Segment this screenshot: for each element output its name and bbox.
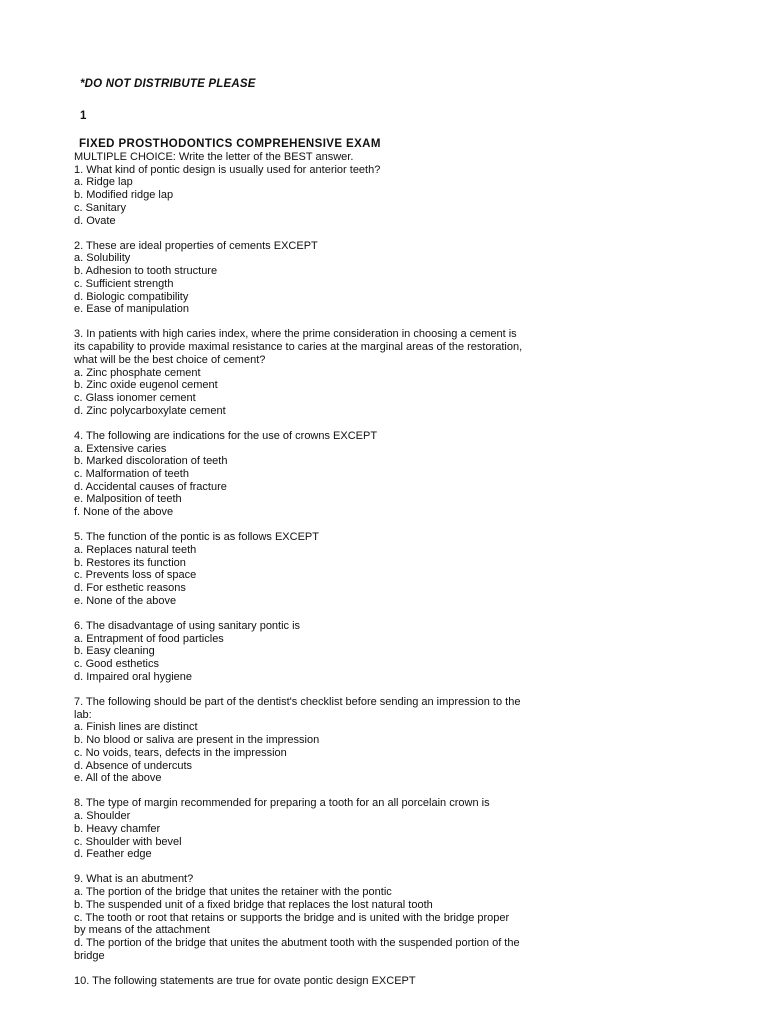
answer-option: b. Heavy chamfer — [74, 822, 161, 835]
answer-option: c. Shoulder with bevel — [74, 835, 182, 848]
question-text: lab: — [74, 708, 92, 721]
answer-option: b. Zinc oxide eugenol cement — [74, 379, 218, 392]
question-text: 6. The disadvantage of using sanitary pontic is — [74, 620, 301, 632]
answer-option: b. Restores its function — [74, 556, 186, 569]
question-1 — [74, 164, 594, 228]
answer-option: b. Adhesion to tooth structure — [74, 265, 218, 278]
answer-option: b. Marked discoloration of teeth — [74, 455, 228, 468]
answer-option: e. All of the above — [74, 772, 162, 785]
distribution-notice: *DO NOT DISTRIBUTE PLEASE — [80, 78, 256, 90]
answer-option: d. Ovate — [74, 214, 116, 227]
answer-option: c. Good esthetics — [74, 658, 159, 671]
answer-option: d. Biologic compatibility — [74, 290, 189, 303]
answer-option: a. Solubility — [74, 252, 131, 265]
answer-option: d. For esthetic reasons — [74, 582, 186, 595]
question-4 — [74, 430, 594, 519]
question-text: its capability to provide maximal resistance to caries at the marginal areas of the restoration, — [74, 341, 523, 354]
question-text: 3. In patients with high caries index, where the prime consideration in choosing a cement is — [74, 328, 517, 341]
answer-option: a. Finish lines are distinct — [74, 721, 198, 734]
question-5 — [74, 531, 594, 607]
question-8 — [74, 797, 594, 861]
answer-option: d. The portion of the bridge that unites the abutment tooth with the suspended portion of the — [74, 936, 520, 949]
answer-option: e. Malposition of teeth — [74, 493, 182, 506]
answer-option: a. The portion of the bridge that unites the retainer with the pontic — [74, 886, 392, 899]
question-7 — [74, 696, 594, 785]
question-text: 8. The type of margin recommended for preparing a tooth for an all porcelain crown is — [74, 797, 490, 810]
question-text: 2. These are ideal properties of cements EXCEPT — [74, 239, 318, 252]
answer-option: c. The tooth or root that retains or supports the bridge and is united with the bridge proper — [74, 911, 510, 924]
answer-option: a. Shoulder — [74, 810, 131, 823]
answer-option: c. Malformation of teeth — [74, 467, 189, 480]
question-text: 9. What is an abutment? — [74, 873, 194, 886]
answer-option: b. No blood or saliva are present in the impression — [74, 734, 320, 747]
answer-option: e. None of the above — [74, 594, 177, 607]
exam-title: FIXED PROSTHODONTICS COMPREHENSIVE EXAM — [79, 138, 381, 150]
question-text: 10. The following statements are true for ovate pontic design EXCEPT — [74, 974, 416, 987]
answer-option: d. Accidental causes of fracture — [74, 480, 227, 493]
question-text: 5. The function of the pontic is as follows EXCEPT — [74, 531, 319, 544]
answer-option: d. Feather edge — [74, 848, 152, 861]
question-text: what will be the best choice of cement? — [74, 353, 266, 366]
answer-option: c. Glass ionomer cement — [74, 391, 196, 404]
page-number: 1 — [80, 110, 87, 122]
question-list — [74, 164, 594, 988]
question-text: 4. The following are indications for the use of crowns EXCEPT — [74, 429, 378, 442]
answer-option: d. Zinc polycarboxylate cement — [74, 404, 226, 417]
answer-option: c. Sanitary — [74, 201, 126, 214]
answer-option: e. Ease of manipulation — [74, 303, 189, 316]
answer-option: a. Extensive caries — [74, 442, 167, 455]
answer-option: b. Easy cleaning — [74, 645, 155, 658]
answer-option: b. The suspended unit of a fixed bridge that replaces the lost natural tooth — [74, 898, 433, 911]
question-9 — [74, 873, 594, 962]
answer-option: a. Entrapment of food particles — [74, 632, 224, 645]
answer-option: b. Modified ridge lap — [74, 189, 174, 202]
question-text: 7. The following should be part of the dentist's checklist before sending an impression to the — [74, 696, 521, 709]
question-text: 1. What kind of pontic design is usually used for anterior teeth? — [74, 163, 381, 176]
question-6 — [74, 620, 594, 684]
answer-option: c. Sufficient strength — [74, 277, 174, 290]
question-3 — [74, 328, 594, 417]
question-2 — [74, 240, 594, 316]
answer-option: by means of the attachment — [74, 924, 210, 937]
question-10 — [74, 975, 594, 988]
answer-option: c. Prevents loss of space — [74, 569, 197, 582]
answer-option: a. Ridge lap — [74, 176, 133, 189]
exam-body — [74, 138, 594, 1000]
answer-option: c. No voids, tears, defects in the impression — [74, 746, 287, 759]
answer-option: d. Impaired oral hygiene — [74, 670, 193, 683]
answer-option: f. None of the above — [74, 506, 174, 519]
exam-instructions: MULTIPLE CHOICE: Write the letter of the BEST answer. — [74, 151, 354, 163]
answer-option: a. Zinc phosphate cement — [74, 366, 201, 379]
answer-option: bridge — [74, 949, 105, 962]
answer-option: d. Absence of undercuts — [74, 759, 193, 772]
answer-option: a. Replaces natural teeth — [74, 543, 197, 556]
